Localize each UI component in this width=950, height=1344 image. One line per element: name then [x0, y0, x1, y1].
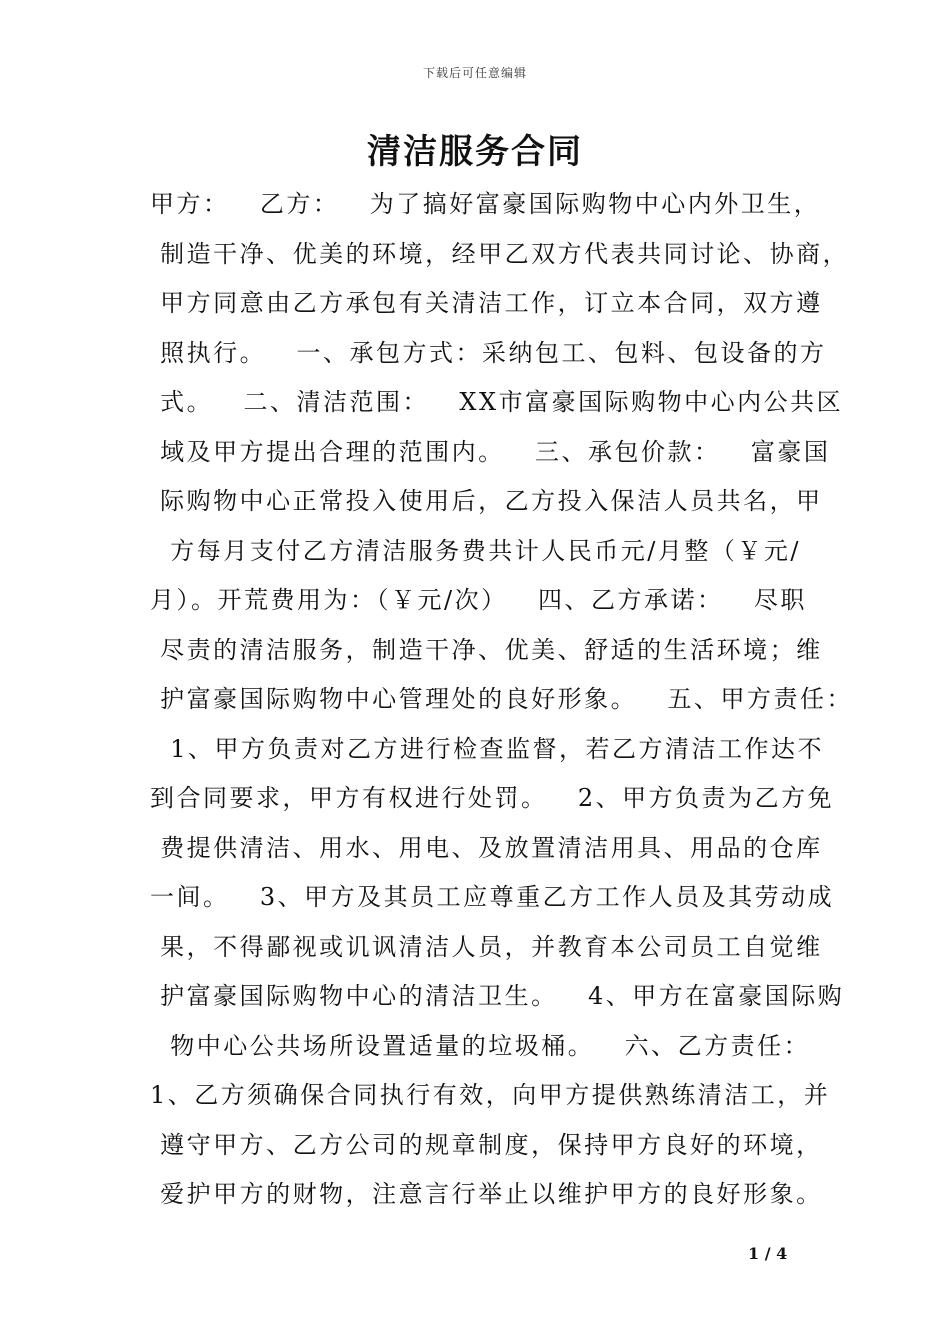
- body-line: 物中心公共场所设置适量的垃圾桶。 六、乙方责任：: [150, 1031, 811, 1060]
- body-line: 1、甲方负责对乙方进行检查监督，若乙方清洁工作达不: [150, 734, 825, 763]
- body-line: 式。 二、清洁范围： XX市富豪国际购物中心内公共区: [150, 388, 844, 416]
- body-line: 护富豪国际购物中心管理处的良好形象。 五、甲方责任：: [150, 685, 854, 713]
- body-line: 域及甲方提出合理的范围内。 三、承包价款： 富豪国: [150, 437, 831, 466]
- body-line: 尽责的清洁服务，制造干净、优美、舒适的生活环境；维: [150, 635, 823, 664]
- body-line: 甲方： 乙方： 为了搞好富豪国际购物中心内外卫生，: [150, 190, 821, 218]
- header-note: 下载后可任意编辑: [422, 66, 527, 80]
- body-line: 月）。开荒费用为：（￥元/次） 四、乙方承诺： 尽职: [150, 586, 807, 614]
- body-line: 爱护甲方的财物，注意言行举止以维护甲方的良好形象。: [150, 1180, 823, 1208]
- body-line: 到合同要求，甲方有权进行处罚。 2、甲方负责为乙方免: [150, 784, 835, 812]
- body-line: 际购物中心正常投入使用后，乙方投入保洁人员共名，甲: [150, 487, 823, 515]
- body-line: 护富豪国际购物中心的清洁卫生。 4、甲方在富豪国际购: [150, 982, 845, 1010]
- body-line: 费提供清洁、用水、用电、及放置清洁用具、用品的仓库: [150, 833, 823, 862]
- body-line: 遵守甲方、乙方公司的规章制度，保持甲方良好的环境，: [150, 1130, 823, 1159]
- page-number: 1 / 4: [748, 1244, 788, 1263]
- body-line: 甲方同意由乙方承包有关清洁工作，订立本合同，双方遵: [150, 289, 823, 317]
- body-line: 照执行。 一、承包方式：采纳包工、包料、包设备的方: [150, 338, 827, 367]
- body-line: 方每月支付乙方清洁服务费共计人民币元/月整（￥元/: [150, 536, 801, 565]
- body-line: 制造干净、优美的环境，经甲乙双方代表共同讨论、协商，: [150, 239, 850, 268]
- body-line: 1、乙方须确保合同执行有效，向甲方提供熟练清洁工，并: [150, 1081, 831, 1109]
- body-line: 果，不得鄙视或讥讽清洁人员，并教育本公司员工自觉维: [150, 932, 823, 961]
- document-body: [150, 180, 854, 1220]
- body-line: 一间。 3、甲方及其员工应尊重乙方工作人员及其劳动成: [150, 883, 835, 911]
- document-title: 清洁服务合同: [367, 132, 583, 172]
